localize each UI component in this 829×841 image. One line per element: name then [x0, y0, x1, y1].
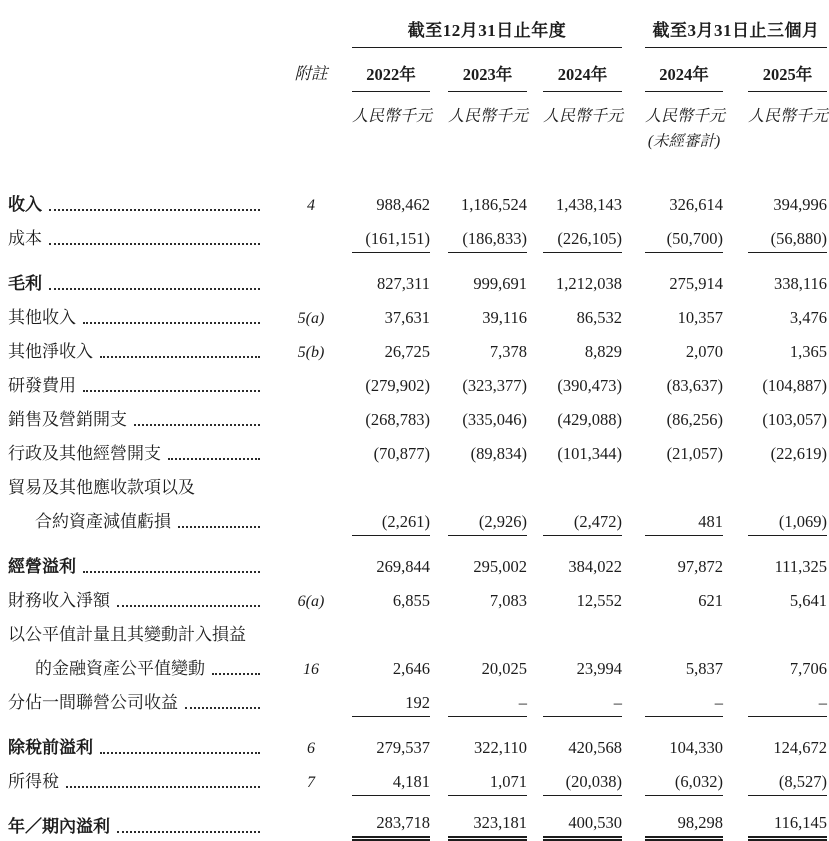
row-label-text: 合約資產減值虧損 — [35, 512, 171, 531]
year-header-2024: 2024年 — [543, 61, 622, 92]
value-cell: (335,046) — [462, 410, 527, 429]
value-cell: 7,706 — [789, 659, 827, 678]
value-cell: 86,532 — [576, 308, 622, 327]
value-cell: 97,872 — [677, 557, 723, 576]
value-cell: – — [448, 693, 527, 717]
value-cell: 23,994 — [576, 659, 622, 678]
row-label-text: 分佔一間聯營公司收益 — [8, 693, 178, 712]
year-header-2022: 2022年 — [352, 61, 430, 92]
row-label-text: 除稅前溢利 — [8, 738, 93, 757]
table-row — [8, 366, 829, 400]
note-reference — [270, 464, 352, 468]
value-cell: (22,619) — [770, 444, 827, 463]
column-group-header-row — [8, 16, 829, 48]
value-cell: 2,646 — [392, 659, 430, 678]
table-body — [8, 185, 829, 841]
dotted-leader — [212, 673, 260, 675]
currency-unit-row — [8, 103, 829, 126]
dotted-leader — [178, 526, 260, 528]
row-label — [8, 507, 270, 536]
dotted-leader — [100, 752, 260, 754]
row-label — [8, 552, 270, 581]
note-reference — [270, 837, 352, 841]
table-row — [8, 298, 829, 332]
value-cell: 7,083 — [489, 591, 527, 610]
row-label-text: 的金融資產公平值變動 — [35, 659, 205, 678]
column-group-annual: 截至12月31日止年度 — [352, 16, 622, 48]
dotted-leader — [83, 571, 260, 573]
table-row — [8, 762, 829, 796]
unaudited-label: (未經審計) — [647, 133, 721, 150]
value-cell: 827,311 — [376, 274, 430, 293]
value-cell: 7,378 — [489, 342, 527, 361]
row-label-text: 研發費用 — [8, 376, 76, 395]
dotted-leader — [49, 209, 260, 211]
table-row — [8, 332, 829, 366]
value-cell: (2,261) — [352, 512, 430, 536]
note-reference: 5(a) — [297, 310, 325, 327]
row-label-text: 經營溢利 — [8, 557, 76, 576]
dotted-leader — [100, 356, 260, 358]
unit-label: 人民幣千元 — [645, 108, 726, 125]
table-row — [8, 185, 829, 219]
table-row — [8, 649, 829, 683]
value-cell: 275,914 — [669, 274, 723, 293]
note-reference — [270, 396, 352, 400]
note-reference — [270, 532, 352, 536]
value-cell: 999,691 — [473, 274, 527, 293]
note-reference: 5(b) — [297, 344, 325, 361]
value-cell: 98,298 — [645, 813, 723, 841]
row-label-text: 毛利 — [8, 274, 42, 293]
dotted-leader — [49, 243, 260, 245]
value-cell: 8,829 — [584, 342, 622, 361]
row-label-text: 銷售及營銷開支 — [8, 410, 127, 429]
value-cell: (323,377) — [462, 376, 527, 395]
unit-label: 人民幣千元 — [448, 108, 529, 125]
table-row — [8, 219, 829, 253]
note-reference — [270, 645, 352, 649]
value-cell: 39,116 — [482, 308, 527, 327]
value-cell: (8,527) — [748, 772, 827, 796]
value-cell: (50,700) — [645, 229, 723, 253]
dotted-leader — [83, 322, 260, 324]
table-row — [8, 728, 829, 762]
row-label — [8, 586, 270, 615]
value-cell: (390,473) — [557, 376, 622, 395]
value-cell: 12,552 — [576, 591, 622, 610]
table-row — [8, 615, 829, 649]
value-cell: 6,855 — [392, 591, 430, 610]
note-reference: 7 — [307, 774, 315, 791]
row-label-text: 收入 — [8, 195, 42, 214]
dotted-leader — [66, 786, 260, 788]
value-cell: 481 — [645, 512, 723, 536]
value-cell: 26,725 — [384, 342, 430, 361]
row-label — [8, 620, 270, 649]
unaudited-note-row — [8, 129, 829, 151]
note-reference: 4 — [307, 197, 315, 214]
row-label — [8, 269, 270, 298]
value-cell: 283,718 — [352, 813, 430, 841]
note-reference — [270, 430, 352, 434]
value-cell: 5,837 — [685, 659, 723, 678]
value-cell: (279,902) — [365, 376, 430, 395]
note-reference — [270, 713, 352, 717]
value-cell: (103,057) — [762, 410, 827, 429]
table-row — [8, 468, 829, 502]
value-cell: 420,568 — [568, 738, 622, 757]
value-cell: (429,088) — [557, 410, 622, 429]
row-label — [8, 767, 270, 796]
unit-label: 人民幣千元 — [352, 108, 433, 125]
row-label — [8, 303, 270, 332]
value-cell: 1,212,038 — [556, 274, 622, 293]
year-header-2025-q1: 2025年 — [748, 61, 827, 92]
value-cell: 3,476 — [789, 308, 827, 327]
value-cell: 20,025 — [481, 659, 527, 678]
dotted-leader — [83, 390, 260, 392]
value-cell: 338,116 — [773, 274, 827, 293]
note-reference — [270, 294, 352, 298]
value-cell: 621 — [698, 591, 723, 610]
value-cell: 192 — [352, 693, 430, 717]
note-reference: 6(a) — [297, 593, 325, 610]
table-row — [8, 434, 829, 468]
value-cell: 326,614 — [669, 195, 723, 214]
note-reference — [270, 577, 352, 581]
value-cell: (2,926) — [448, 512, 527, 536]
value-cell: (104,887) — [762, 376, 827, 395]
row-label-text: 所得稅 — [8, 772, 59, 791]
value-cell: (86,256) — [666, 410, 723, 429]
dotted-leader — [134, 424, 260, 426]
note-reference — [270, 498, 352, 502]
value-cell: 988,462 — [376, 195, 430, 214]
value-cell: – — [543, 693, 622, 717]
year-header-row — [8, 60, 829, 92]
value-cell: (70,877) — [373, 444, 430, 463]
value-cell: 322,110 — [473, 738, 527, 757]
value-cell: (20,038) — [543, 772, 622, 796]
value-cell: 37,631 — [384, 308, 430, 327]
value-cell: – — [645, 693, 723, 717]
row-label — [8, 733, 270, 762]
row-label — [8, 224, 270, 253]
value-cell: 269,844 — [376, 557, 430, 576]
row-label — [8, 688, 270, 717]
table-row — [8, 502, 829, 536]
year-header-2024-q1: 2024年 — [645, 61, 723, 92]
value-cell: (161,151) — [352, 229, 430, 253]
value-cell: 295,002 — [473, 557, 527, 576]
row-label — [8, 812, 270, 841]
value-cell: (21,057) — [666, 444, 723, 463]
value-cell: (268,783) — [365, 410, 430, 429]
value-cell: (226,105) — [543, 229, 622, 253]
year-header-2023: 2023年 — [448, 61, 527, 92]
value-cell: (89,834) — [470, 444, 527, 463]
value-cell: 1,071 — [448, 772, 527, 796]
dotted-leader — [168, 458, 260, 460]
value-cell: (83,637) — [666, 376, 723, 395]
value-cell: 1,365 — [789, 342, 827, 361]
value-cell: 5,641 — [789, 591, 827, 610]
row-label-text: 財務收入淨額 — [8, 591, 110, 610]
note-reference — [270, 249, 352, 253]
value-cell: 394,996 — [773, 195, 827, 214]
value-cell: 323,181 — [448, 813, 527, 841]
row-label — [8, 473, 270, 502]
table-row — [8, 264, 829, 298]
table-row — [8, 547, 829, 581]
row-label-text: 年／期內溢利 — [8, 817, 110, 836]
value-cell: – — [748, 693, 827, 717]
row-label — [8, 405, 270, 434]
table-row — [8, 807, 829, 841]
note-reference: 16 — [303, 661, 319, 678]
value-cell: (1,069) — [748, 512, 827, 536]
row-label-text: 其他收入 — [8, 308, 76, 327]
unit-label: 人民幣千元 — [543, 108, 624, 125]
row-label-text: 以公平值計量且其變動計入損益 — [8, 625, 246, 644]
note-reference: 6 — [307, 740, 315, 757]
row-label-text: 貿易及其他應收款項以及 — [8, 478, 195, 497]
value-cell: 2,070 — [685, 342, 723, 361]
row-label — [8, 337, 270, 366]
row-label — [8, 371, 270, 400]
table-row — [8, 581, 829, 615]
table-row — [8, 400, 829, 434]
value-cell: 10,357 — [677, 308, 723, 327]
value-cell: (101,344) — [557, 444, 622, 463]
table-row — [8, 683, 829, 717]
value-cell: 116,145 — [748, 813, 827, 841]
value-cell: 279,537 — [376, 738, 430, 757]
value-cell: 1,186,524 — [461, 195, 527, 214]
value-cell: (186,833) — [448, 229, 527, 253]
row-label-text: 行政及其他經營開支 — [8, 444, 161, 463]
column-group-three-months: 截至3月31日止三個月 — [645, 16, 827, 48]
row-label-text: 成本 — [8, 229, 42, 248]
dotted-leader — [117, 831, 260, 833]
row-label — [8, 654, 270, 683]
value-cell: (2,472) — [543, 512, 622, 536]
dotted-leader — [49, 288, 260, 290]
value-cell: 124,672 — [773, 738, 827, 757]
value-cell: 111,325 — [774, 557, 827, 576]
value-cell: 104,330 — [669, 738, 723, 757]
unit-label: 人民幣千元 — [748, 108, 829, 125]
value-cell: 400,530 — [543, 813, 622, 841]
value-cell: 4,181 — [352, 772, 430, 796]
row-label — [8, 190, 270, 219]
value-cell: (56,880) — [748, 229, 827, 253]
value-cell: 1,438,143 — [556, 195, 622, 214]
notes-column-header: 附註 — [294, 64, 328, 83]
dotted-leader — [117, 605, 260, 607]
value-cell: 384,022 — [568, 557, 622, 576]
dotted-leader — [185, 707, 260, 709]
row-label-text: 其他淨收入 — [8, 342, 93, 361]
row-label — [8, 439, 270, 468]
value-cell: (6,032) — [645, 772, 723, 796]
